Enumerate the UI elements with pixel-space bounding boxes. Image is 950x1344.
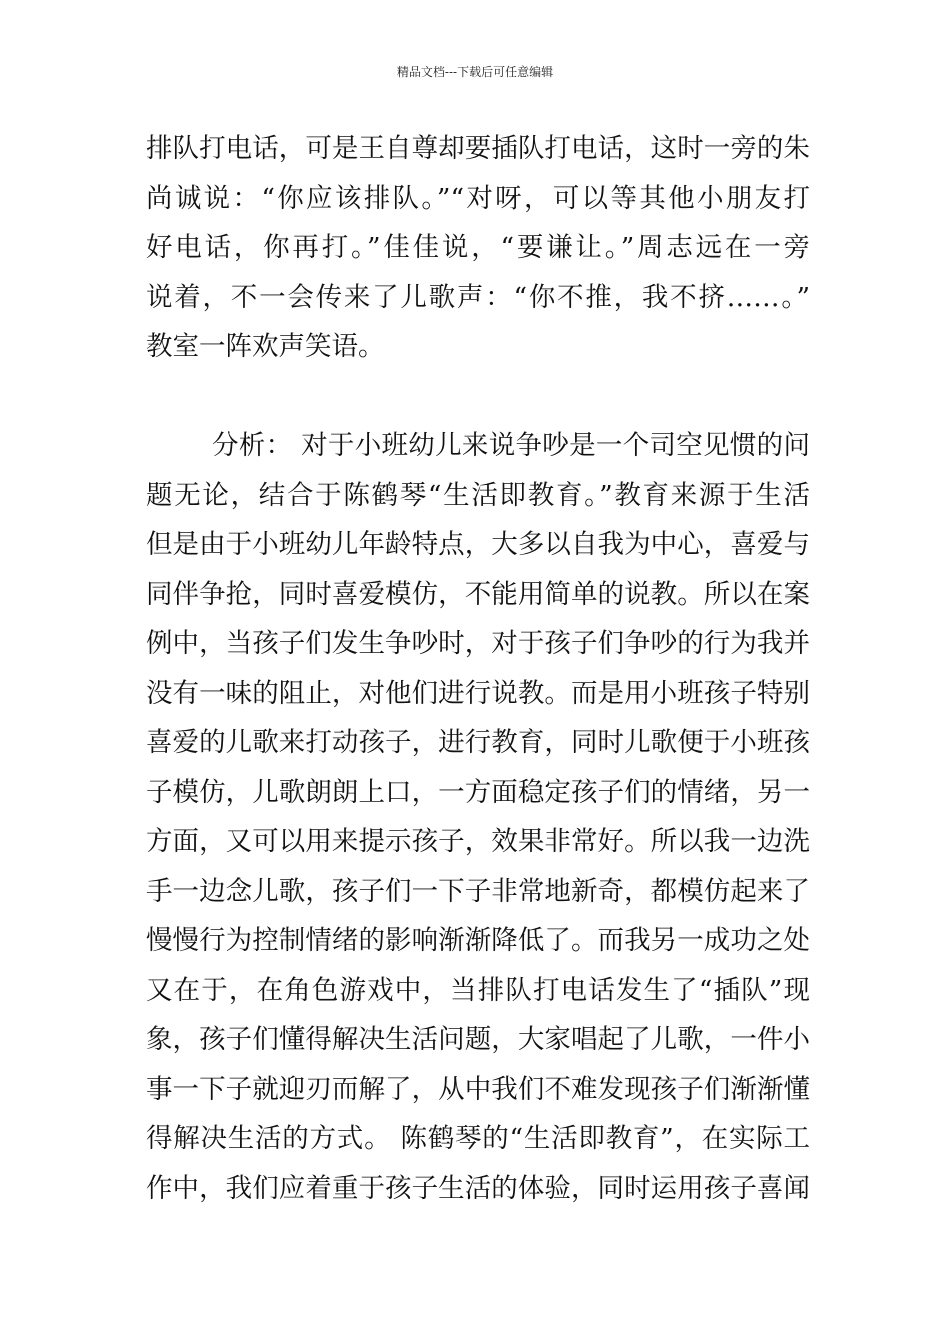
text-line: 象，孩子们懂得解决生活问题，大家唱起了儿歌，一件小 <box>146 1024 810 1055</box>
text-line: 教室一阵欢声笑语。 <box>146 331 385 362</box>
text-line: 又在于，在角色游戏中，当排队打电话发生了“插队”现 <box>146 974 810 1006</box>
text-line: 好电话，你再打。”佳佳说，“要谦让。”周志远在一旁 <box>146 232 810 263</box>
text-line: 方面，又可以用来提示孩子，效果非常好。所以我一边洗 <box>146 826 810 857</box>
text-line: 排队打电话，可是王自尊却要插队打电话，这时一旁的朱 <box>146 133 810 164</box>
paragraph-story <box>146 124 810 372</box>
text-line: 没有一味的阻止，对他们进行说教。而是用小班孩子特别 <box>146 677 810 709</box>
text-line: 作中，我们应着重于孩子生活的体验，同时运用孩子喜闻 <box>146 1172 810 1204</box>
paragraph-analysis <box>146 421 810 1213</box>
text-line: 子模仿，儿歌朗朗上口，一方面稳定孩子们的情绪，另一 <box>146 776 810 808</box>
text-line: 例中，当孩子们发生争吵时，对于孩子们争吵的行为我并 <box>146 628 810 659</box>
text-line: 但是由于小班幼儿年龄特点，大多以自我为中心，喜爱与 <box>146 529 810 560</box>
text-line: 事一下子就迎刃而解了，从中我们不难发现孩子们渐渐懂 <box>146 1073 810 1105</box>
text-line: 慢慢行为控制情绪的影响渐渐降低了。而我另一成功之处 <box>146 925 810 956</box>
text-line: 分析： 对于小班幼儿来说争吵是一个司空见惯的问 <box>212 430 810 461</box>
text-line: 尚诚说：“你应该排队。”“对呀，可以等其他小朋友打 <box>146 182 810 214</box>
text-line: 题无论，结合于陈鹤琴“生活即教育。”教育来源于生活 <box>146 479 810 511</box>
text-line: 得解决生活的方式。 陈鹤琴的“生活即教育”，在实际工 <box>146 1123 810 1154</box>
page-header: 精品文档---下载后可任意编辑 <box>396 65 554 79</box>
text-line: 说着，不一会传来了儿歌声：“你不推，我不挤……。” <box>146 281 810 313</box>
text-line: 手一边念儿歌，孩子们一下子非常地新奇，都模仿起来了 <box>146 875 810 907</box>
text-line: 同伴争抢，同时喜爱模仿，不能用简单的说教。所以在案 <box>146 578 810 610</box>
text-line: 喜爱的儿歌来打动孩子，进行教育，同时儿歌便于小班孩 <box>146 727 810 758</box>
